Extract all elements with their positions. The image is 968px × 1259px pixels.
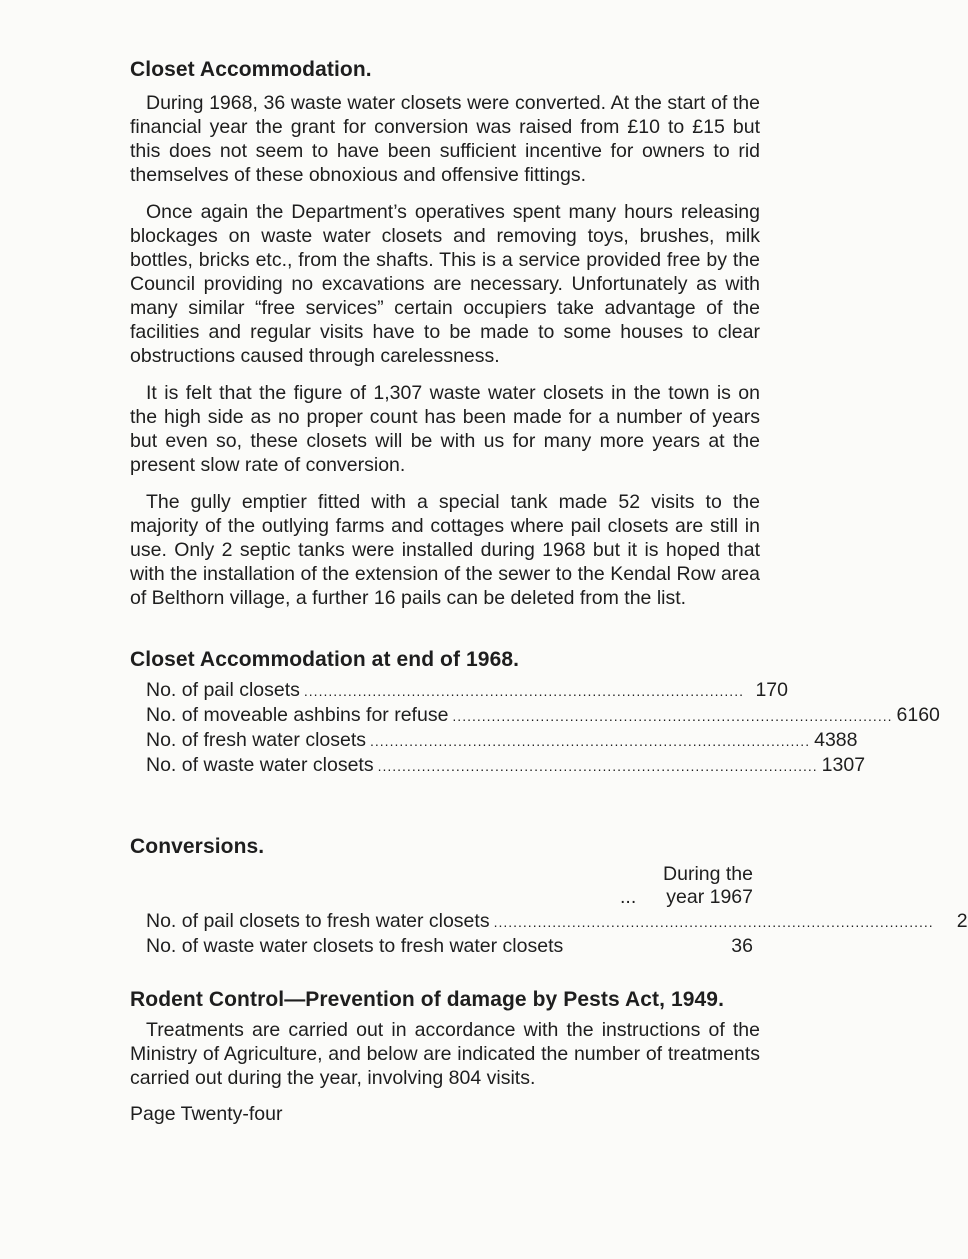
rodent-control-heading: Rodent Control—Prevention of damage by Pests Act, 1949. [130,988,725,1011]
row-value: 2 [956,910,968,932]
row-label: No. of fresh water closets [146,729,367,751]
column-header-ellipsis: ... [620,886,637,908]
row-value: 4388 [814,729,858,751]
end-of-year-heading: Closet Accommodation at end of 1968. [130,648,520,671]
table-row [146,703,940,728]
conversions-heading: Conversions. [130,835,265,858]
column-header-line1: During the [663,863,753,885]
conversions-table [146,909,968,958]
table-row [146,728,858,753]
paragraph-gully-emptier: The gully emptier fitted with a special tank made 52 visits to the majority of the outlying farms and cottages where pail closets are still in use. Only 2 septic tanks were installed during 1968 but it is hoped that with the installation of the extension of the sewer to the Kendal Row area of Belthorn village, a further 16 pails can be deleted from the list. [130,491,760,609]
row-label: No. of pail closets to fresh water closets [146,910,490,932]
row-label: No. of pail closets [146,679,300,701]
row-value: 6160 [896,704,940,726]
conversions-column-header [130,863,753,909]
end-of-year-table [146,678,940,778]
row-label: No. of waste water closets to fresh water closets [146,935,564,957]
closet-accommodation-heading: Closet Accommodation. [130,58,372,81]
column-header-line2: year 1967 [666,886,753,908]
leader-dots: .......................................................................................... [377,758,818,774]
row-value: 1307 [821,754,866,776]
leader-dots: .......................................................................................... [493,914,934,930]
table-row [146,934,753,958]
document-page [130,58,968,1126]
paragraph-conversions-1968: During 1968, 36 waste water closets were converted. At the start of the financial year the grant for conversion was raised from £10 to £15 but this does not seem to have been sufficient incentive for owners to rid themselves of these obnoxious and offensive fittings. [130,92,760,186]
leader-dots: .......................................................................................... [303,683,744,699]
row-label: No. of waste water closets [146,754,374,776]
row-value: 170 [755,679,788,701]
paragraph-figure-1307: It is felt that the figure of 1,307 waste water closets in the town is on the high side as no proper count has been made for a number of years but even so, these closets will be with us for many more years at the present slow rate of conversion. [130,382,760,476]
row-label: No. of moveable ashbins for refuse [146,704,449,726]
row-value: 36 [731,935,753,957]
leader-dots: .......................................................................................... [370,733,811,749]
column-header-line2-wrap [130,886,753,909]
paragraph-rodent-treatments: Treatments are carried out in accordance with the instructions of the Ministry of Agriculture, and below are indicated the number of treatments carried out during the year, involving 804 visits. [130,1019,760,1089]
paragraph-blockages: Once again the Department’s operatives spent many hours releasing blockages on waste water closets and removing toys, brushes, milk bottles, bricks etc., from the shafts. This is a service provided free by the Council providing no excavations are necessary. Unfortunately as with many similar “free services” certain occupiers take advantage of the facilities and regular visits have to be made to some houses to clear obstructions caused through carelessness. [130,201,760,367]
page-footer: Page Twenty-four [130,1103,283,1125]
table-row [146,753,866,778]
table-row [146,909,968,934]
table-row [146,678,788,703]
leader-dots: .......................................................................................... [452,708,893,724]
